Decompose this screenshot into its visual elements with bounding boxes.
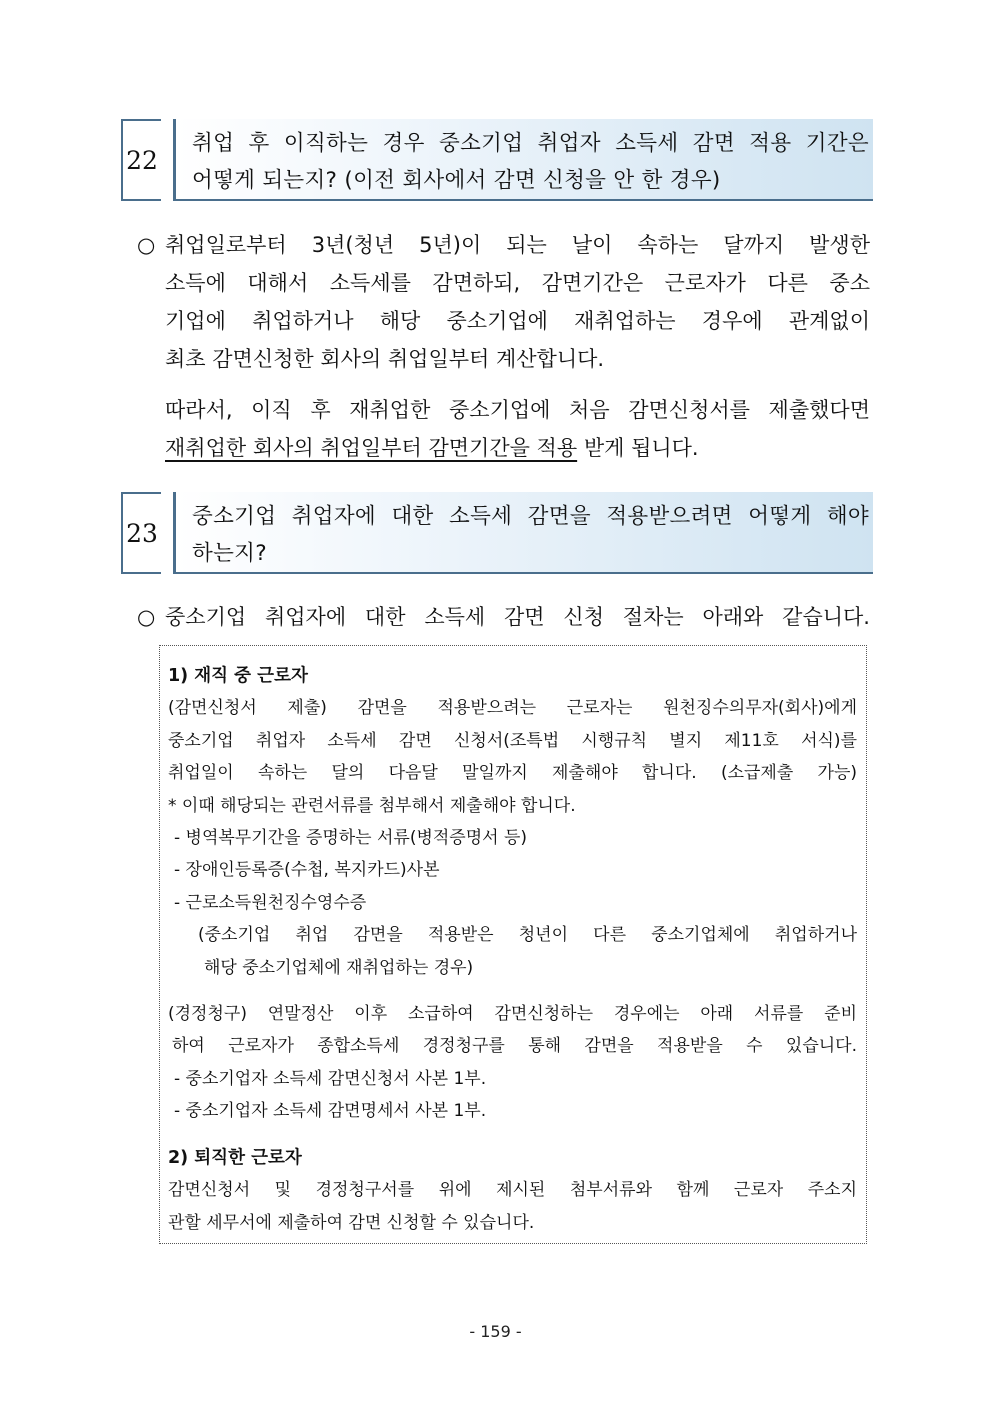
question-title xyxy=(173,119,873,201)
panel-line: 해당 중소기업체에 재취업하는 경우) xyxy=(204,957,474,978)
answer-line: 중소기업 취업자에 대한 소득세 감면 신청 절차는 아래와 같습니다. xyxy=(165,605,870,629)
bullet-circle: ○ xyxy=(137,233,156,257)
answer-line: 소득에 대해서 소득세를 감면하되, 감면기간은 근로자가 다른 중소 xyxy=(165,271,870,295)
question-23-header xyxy=(121,492,873,574)
panel-line: - 병역복무기간을 증명하는 서류(병적증명서 등) xyxy=(174,828,528,849)
question-number: 23 xyxy=(121,492,161,574)
answer-line: 기업에 취업하거나 해당 중소기업에 재취업하는 경우에 관계없이 xyxy=(165,309,870,333)
question-title-line: 어떻게 되는지? (이전 회사에서 감면 신청을 안 한 경우) xyxy=(192,168,721,193)
panel-line: (경정청구) 연말정산 이후 소급하여 감면신청하는 경우에는 아래 서류를 준비 xyxy=(168,1004,857,1025)
section-heading: 2) 퇴직한 근로자 xyxy=(168,1147,302,1168)
question-number: 22 xyxy=(121,119,161,201)
panel-line: 중소기업 취업자 소득세 감면 신청서(조특법 시행규칙 별지 제11호 서식)를 xyxy=(168,730,857,751)
answer-line xyxy=(137,429,870,467)
panel-line: * 이때 해당되는 관련서류를 첨부해서 제출해야 합니다. xyxy=(168,795,576,816)
panel-line: - 중소기업자 소득세 감면명세서 사본 1부. xyxy=(174,1101,487,1122)
panel-line: 하여 근로자가 종합소득세 경정청구를 통해 감면을 적용받을 수 있습니다. xyxy=(172,1036,857,1057)
question-22-header xyxy=(121,119,873,201)
panel-line: 감면신청서 및 경정청구서를 위에 제시된 첨부서류와 함께 근로자 주소지 xyxy=(168,1180,857,1201)
procedure-panel xyxy=(159,645,867,1244)
section-heading: 1) 재직 중 근로자 xyxy=(168,666,308,686)
panel-line: - 장애인등록증(수첩, 복지카드)사본 xyxy=(174,860,440,881)
page-number: - 159 - xyxy=(469,1322,522,1341)
panel-line: 관할 세무서에 제출하여 감면 신청할 수 있습니다. xyxy=(168,1212,535,1233)
underlined-text: 재취업한 회사의 취업일부터 감면기간을 적용 xyxy=(165,436,578,460)
bullet-circle: ○ xyxy=(137,605,156,629)
answer-line: 취업일로부터 3년(청년 5년)이 되는 날이 속하는 달까지 발생한 xyxy=(165,233,870,257)
panel-line: 취업일이 속하는 달의 다음달 말일까지 제출해야 합니다. (소급제출 가능) xyxy=(168,763,857,784)
answer-22 xyxy=(137,226,870,467)
panel-line: (감면신청서 제출) 감면을 적용받으려는 근로자는 원천징수의무자(회사)에게 xyxy=(168,698,857,719)
question-title-line: 취업 후 이직하는 경우 중소기업 취업자 소득세 감면 적용 기간은 xyxy=(192,131,869,156)
answer-line: 따라서, 이직 후 재취업한 중소기업에 처음 감면신청서를 제출했다면 xyxy=(165,398,870,422)
answer-23 xyxy=(137,598,870,636)
question-title-line: 하는지? xyxy=(192,541,267,566)
question-title-line: 중소기업 취업자에 대한 소득세 감면을 적용받으려면 어떻게 해야 xyxy=(192,504,869,529)
answer-line: 최초 감면신청한 회사의 취업일부터 계산합니다. xyxy=(165,347,605,371)
panel-line: (중소기업 취업 감면을 적용받은 청년이 다른 중소기업체에 취업하거나 xyxy=(198,925,857,946)
question-title xyxy=(173,492,873,574)
answer-tail: 받게 됩니다. xyxy=(577,436,699,460)
panel-line: - 중소기업자 소득세 감면신청서 사본 1부. xyxy=(174,1068,487,1089)
panel-line: - 근로소득원천징수영수증 xyxy=(174,892,367,913)
